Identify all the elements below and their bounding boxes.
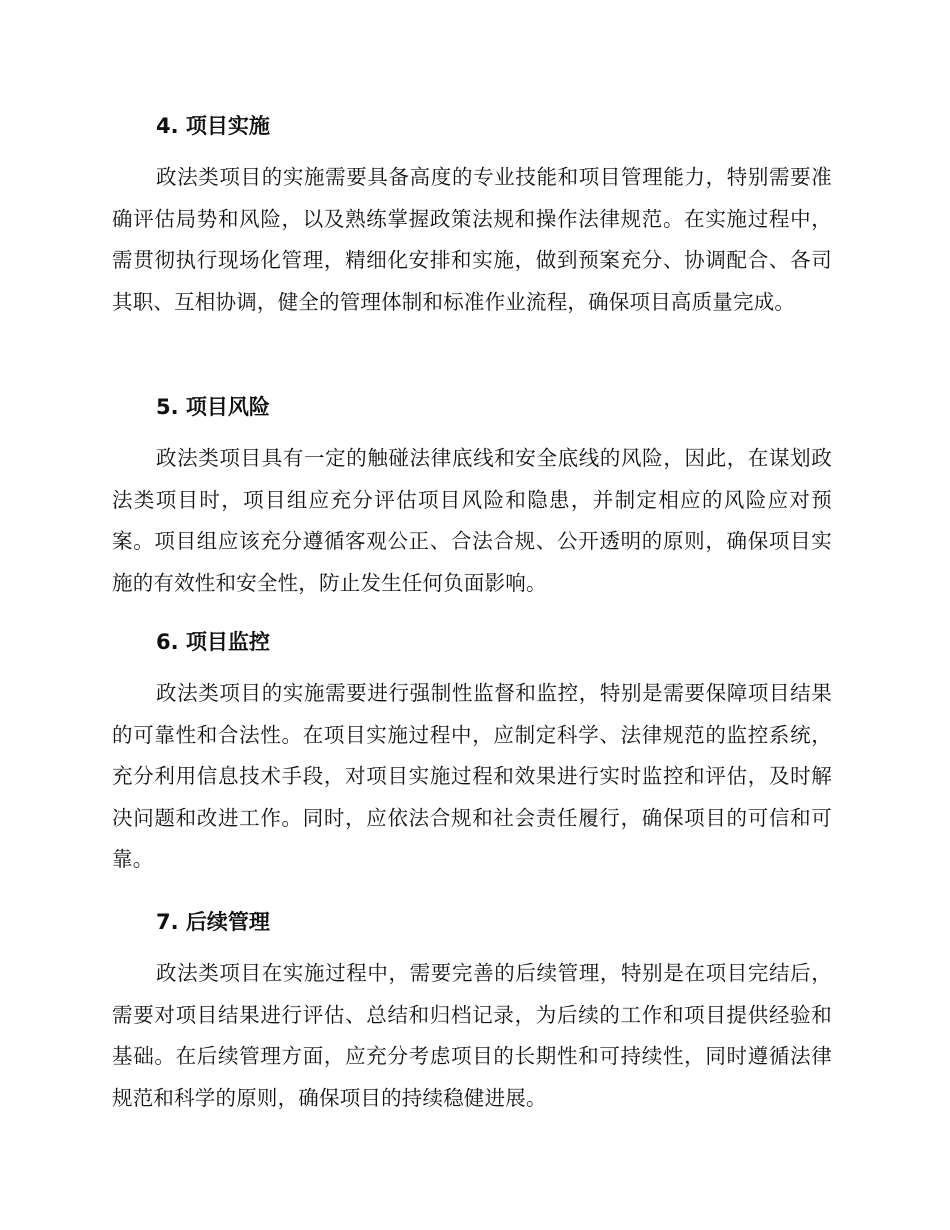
section-paragraph: 政法类项目的实施需要具备高度的专业技能和项目管理能力，特别需要准确评估局势和风险，以及熟练掌握政策法规和操作法律规范。在实施过程中，需贯彻执行现场化管理，精细化安排和实施，做到预案充分、协调配合、各司其职、互相协调，健全的管理体制和标准作业流程，确保项目高质量完成。 xyxy=(112,165,832,314)
section-follow-up-management xyxy=(112,908,832,1119)
section-heading: 7. 后续管理 xyxy=(156,910,270,934)
section-project-implementation xyxy=(112,112,832,323)
section-project-monitoring xyxy=(112,628,832,881)
section-paragraph: 政法类项目的实施需要进行强制性监督和监控，特别是需要保障项目结果的可靠性和合法性。在项目实施过程中，应制定科学、法律规范的监控系统，充分利用信息技术手段，对项目实施过程和效果进行实时监控和评估，及时解决问题和改进工作。同时，应依法合规和社会责任履行，确保项目的可信和可靠。 xyxy=(112,681,832,871)
section-heading: 4. 项目实施 xyxy=(156,114,270,138)
section-heading: 5. 项目风险 xyxy=(156,395,270,419)
section-heading: 6. 项目监控 xyxy=(156,630,270,654)
section-project-risk xyxy=(112,393,832,604)
section-paragraph: 政法类项目在实施过程中，需要完善的后续管理，特别是在项目完结后，需要对项目结果进行评估、总结和归档记录，为后续的工作和项目提供经验和基础。在后续管理方面，应充分考虑项目的长期性和可持续性，同时遵循法律规范和科学的原则，确保项目的持续稳健进展。 xyxy=(112,961,832,1110)
section-paragraph: 政法类项目具有一定的触碰法律底线和安全底线的风险，因此，在谋划政法类项目时，项目组应充分评估项目风险和隐患，并制定相应的风险应对预案。项目组应该充分遵循客观公正、合法合规、公开透明的原则，确保项目实施的有效性和安全性，防止发生任何负面影响。 xyxy=(112,446,832,595)
